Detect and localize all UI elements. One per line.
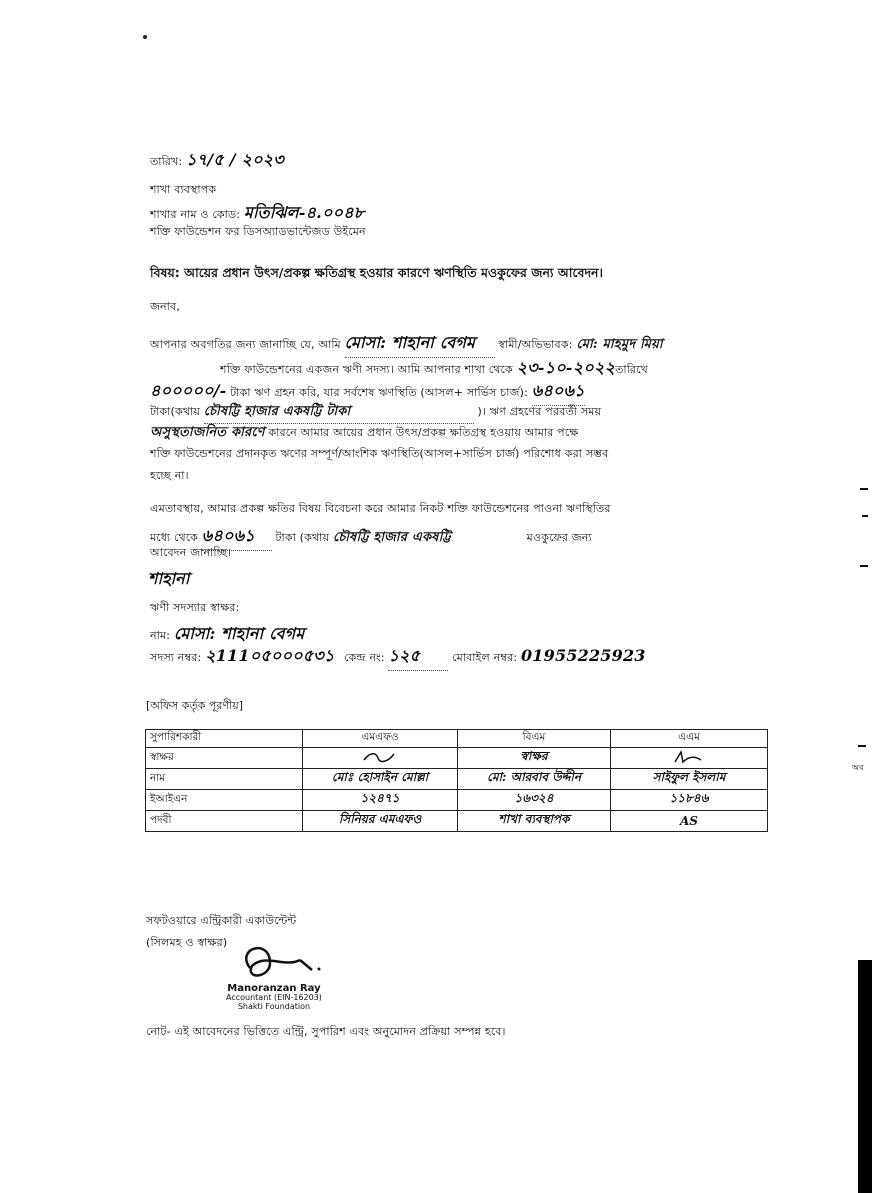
org-name: শক্তি ফাউন্ডেশন ফর ডিসঅ্যাডভান্টেজড উইমেন: [150, 225, 366, 238]
scan-edge-mark: [860, 565, 868, 567]
body-line-8: এমতাবস্থায়, আমার প্রকল্প ক্ষতির বিষয় বিবেচনা করে আমার নিকট শক্তি ফাউন্ডেশনের পাওনা ঋণস্থিতির: [150, 502, 611, 515]
accountant-stamp: [226, 984, 322, 1011]
scan-speck: [143, 35, 147, 39]
table-header: সুপারিশকারী: [146, 730, 303, 748]
scan-edge-mark: [860, 488, 868, 490]
mobile-handwritten: 01955225923: [520, 646, 646, 665]
accountant-signature: [230, 938, 350, 988]
body-line-5: [150, 423, 578, 444]
waive-words-handwritten: চৌষট্টি হাজার একষট্টি: [332, 530, 451, 545]
margin-mark: অব: [852, 763, 864, 772]
waive-amount-handwritten: ৬৪০৬১: [202, 523, 272, 551]
applicant-signature: শাহানা: [148, 569, 190, 588]
loan-amount-handwritten: ৪০০০০০/-: [150, 381, 227, 400]
stamp-designation: Accountant (EIN-16203): [226, 993, 322, 1002]
salutation: জনাব,: [150, 300, 181, 313]
row-label: পদবী: [146, 811, 303, 832]
table-header: এমএফও: [303, 730, 458, 748]
body-text: টাকা (কথায়: [275, 531, 330, 544]
approval-table: [145, 729, 768, 832]
mobile-label: মোবাইল নম্বর:: [452, 651, 518, 664]
branch-value: মতিঝিল-৪.০০৪৮: [243, 203, 365, 222]
member-no-handwritten: ২111০৫০০০৫৩১: [205, 646, 335, 665]
member-name-handwritten: মোসা: শাহানা বেগম: [345, 330, 495, 358]
accountant-title: সফটওয়ারে এন্ট্রিকারী একাউন্টেন্ট: [146, 914, 297, 927]
stamp-name: Manoranzan Ray: [227, 983, 321, 994]
table-cell-signature: স্বাক্ষর: [458, 748, 611, 769]
body-text: মধ্যে থেকে: [150, 531, 199, 544]
subject-line: বিষয়: আয়ের প্রধান উৎস/প্রকল্প ক্ষতিগ্রস্থ হওয়ার কারণে ঋণস্থিতি মওকুফের জন্য আবেদন।: [150, 265, 603, 280]
balance-handwritten: ৬৪০৬১: [532, 378, 585, 406]
body-line-1: [150, 330, 663, 358]
table-cell: সাইফুল ইসলাম: [611, 769, 768, 790]
table-row: [146, 748, 768, 769]
signature-mark: [360, 750, 400, 764]
date-label: তারিখ:: [150, 155, 183, 168]
scan-edge-mark: [858, 745, 866, 747]
body-text: টাকা(কথায়: [150, 405, 201, 418]
body-text: মওকুফের জন্য: [526, 531, 592, 544]
accountant-seal-label: (সিলমহ ও স্বাক্ষর): [146, 936, 228, 949]
applicant-sig-label: ঋণী সদস্যার স্বাক্ষর:: [150, 601, 240, 614]
table-header: এএম: [611, 730, 768, 748]
guardian-handwritten: মো: মাহমুদ মিয়া: [576, 337, 663, 352]
body-text: আপনার অবগতির জন্য জানাচ্ছি যে, আমি: [150, 338, 341, 351]
member-no-label: সদস্য নম্বর:: [150, 651, 202, 664]
footnote: নোট- এই আবেদনের ভিত্তিতে এন্ট্রি, সুপারিশ এবং অনুমোদন প্রক্রিয়া সম্পন্ন হবে।: [146, 1025, 506, 1038]
table-row: [146, 769, 768, 790]
scan-edge-mark: [862, 515, 868, 517]
table-row: [146, 790, 768, 811]
applicant-name-handwritten: মোসা: শাহানা বেগম: [173, 624, 305, 643]
body-line-6: শক্তি ফাউন্ডেশনের প্রদানকৃত ঋণের সম্পূর্ণ/আংশিক ঋণস্থিতি(আসল+সার্ভিস চার্জ) পরিশোধ করা সম্ভব: [150, 447, 609, 460]
body-text: স্বামী/অভিভাবক:: [498, 338, 573, 351]
body-text: )। ঋণ গ্রহণের পরবর্তী সময়: [477, 405, 602, 418]
table-row: [146, 811, 768, 832]
body-line-4: [150, 402, 601, 424]
body-line-10: আবেদন জানাচ্ছি।: [150, 546, 232, 559]
table-cell: ১৬৩২৪: [458, 790, 611, 811]
row-label: নাম: [146, 769, 303, 790]
center-handwritten: ১২৫: [388, 643, 448, 671]
table-cell-signature: [611, 748, 768, 769]
table-cell: মো: আরবাব উদ্দীন: [458, 769, 611, 790]
table-cell: AS: [611, 811, 768, 832]
table-cell: ১২৪৭১: [303, 790, 458, 811]
branch-label: শাখার নাম ও কোড:: [150, 208, 241, 221]
recipient-title: শাখা ব্যবস্থাপক: [150, 183, 217, 196]
loan-date-handwritten: ২৩-১০-২০২২: [516, 358, 616, 377]
body-line-7: হচ্ছে না।: [150, 469, 189, 482]
scan-edge-bar: [858, 960, 872, 1193]
body-text: তারিখে: [615, 363, 648, 376]
body-text: টাকা ঋণ গ্রহন করি, যার সর্বশেষ ঋণস্থিতি (আসল+ সার্ভিস চার্জ):: [230, 386, 529, 399]
table-header-row: [146, 730, 768, 748]
stamp-org: Shakti Foundation: [237, 1002, 311, 1011]
body-text: কারনে আমার আয়ের প্রধান উৎস/প্রকল্প ক্ষতিগ্রস্থ হওয়ায় আমার পক্ষে: [268, 426, 579, 439]
table-cell: মোঃ হোসাইন মোল্লা: [303, 769, 458, 790]
table-cell-signature: [303, 748, 458, 769]
date-value: ১৭/৫ / ২০২৩: [186, 150, 284, 169]
date-line: [150, 147, 284, 174]
table-cell: ১১৮৪৬: [611, 790, 768, 811]
table-cell: সিনিয়র এমএফও: [303, 811, 458, 832]
applicant-name-label: নাম:: [150, 629, 171, 642]
signature-mark: [669, 750, 709, 764]
row-label: স্বাক্ষর: [146, 748, 303, 769]
table-header: বিএম: [458, 730, 611, 748]
center-label: কেন্দ্র নং:: [344, 651, 385, 664]
body-text: শক্তি ফাউন্ডেশনের একজন ঋণী সদস্য। আমি আপনার শাখা থেকে: [220, 363, 513, 376]
table-cell: শাখা ব্যবস্থাপক: [458, 811, 611, 832]
balance-words-handwritten: চৌষট্টি হাজার একষট্টি টাকা: [204, 402, 474, 424]
office-note: [অফিস কর্তৃক পূরণীয়]: [146, 699, 243, 712]
reason-handwritten: অসুস্থতাজনিত কারণে: [150, 425, 265, 440]
applicant-id-line: [150, 643, 646, 671]
row-label: ইআইএন: [146, 790, 303, 811]
